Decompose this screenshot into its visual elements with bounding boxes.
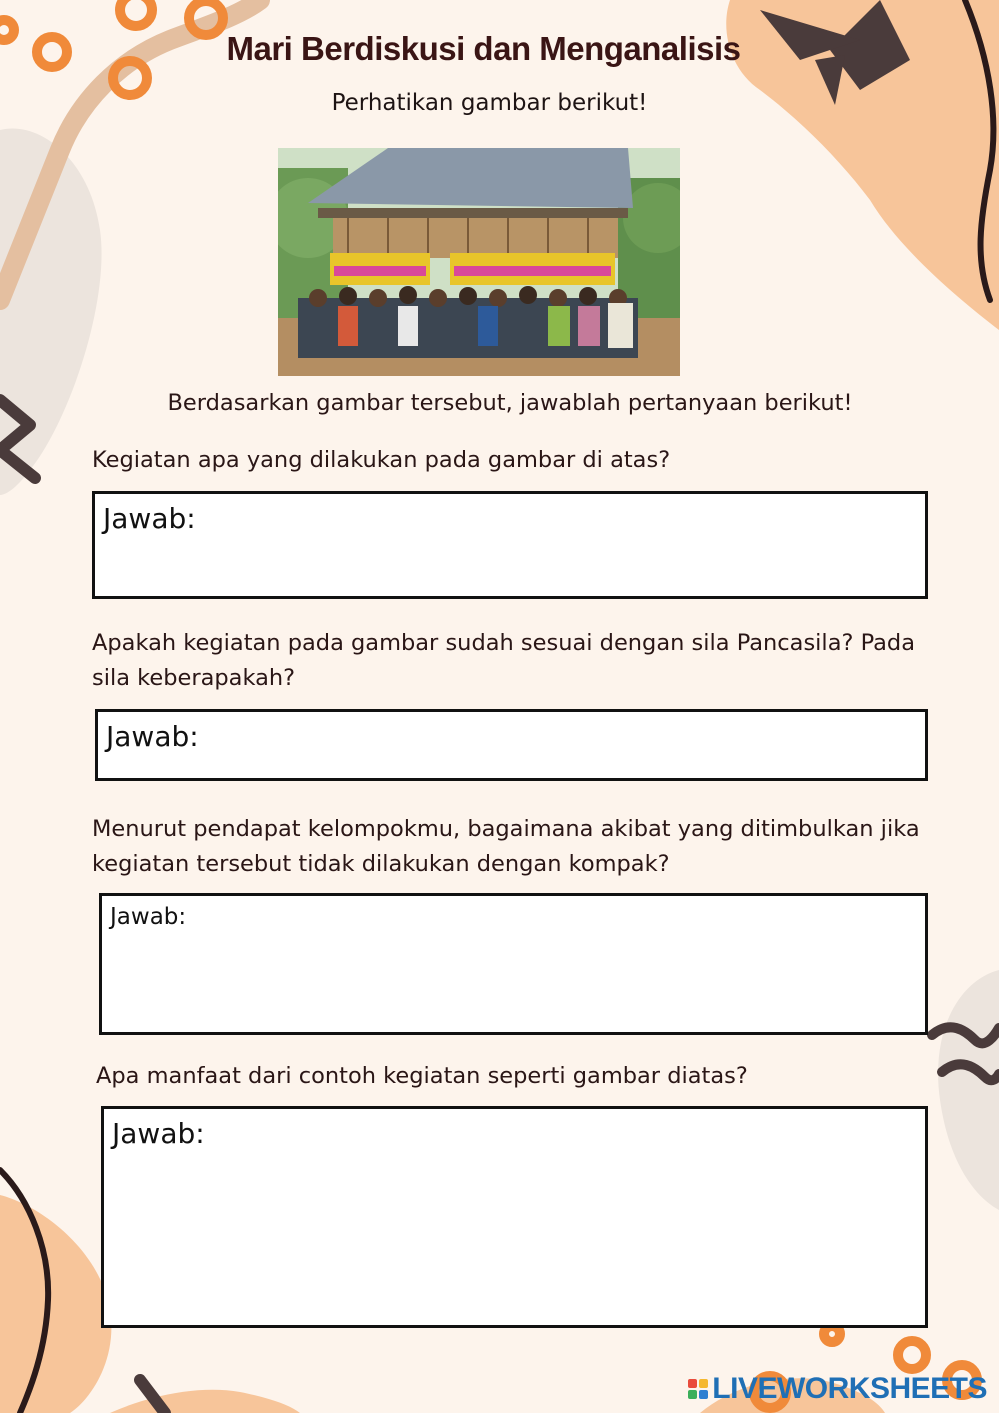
answer-box-2[interactable] xyxy=(95,709,928,781)
brand-text: LIVEWORKSHEETS xyxy=(712,1372,987,1405)
answer-label-3: Jawab: xyxy=(110,904,187,930)
answer-label-1: Jawab: xyxy=(103,502,196,535)
photo-house-lifting xyxy=(278,148,680,376)
question-3: Menurut pendapat kelompokmu, bagaimana akibat yang ditimbulkan jika kegiatan tersebut tidak dilakukan dengan kompak? xyxy=(92,816,920,877)
liveworksheets-brand[interactable] xyxy=(688,1372,987,1406)
answer-label-4: Jawab: xyxy=(112,1117,205,1150)
question-2: Apakah kegiatan pada gambar sudah sesuai dengan sila Pancasila? Pada sila keberapakah? xyxy=(92,630,915,691)
answer-label-2: Jawab: xyxy=(106,720,199,753)
liveworksheets-logo-icon xyxy=(688,1379,708,1399)
answer-box-4[interactable] xyxy=(101,1106,928,1328)
page-title: Mari Berdiskusi dan Menganalisis xyxy=(226,30,741,67)
answer-box-3[interactable] xyxy=(99,893,928,1035)
question-4: Apa manfaat dari contoh kegiatan seperti gambar diatas? xyxy=(96,1063,748,1089)
instruction-text: Berdasarkan gambar tersebut, jawablah pertanyaan berikut! xyxy=(167,390,853,416)
question-1: Kegiatan apa yang dilakukan pada gambar di atas? xyxy=(92,447,671,473)
page-subtitle: Perhatikan gambar berikut! xyxy=(331,90,648,116)
answer-box-1[interactable] xyxy=(92,491,928,599)
